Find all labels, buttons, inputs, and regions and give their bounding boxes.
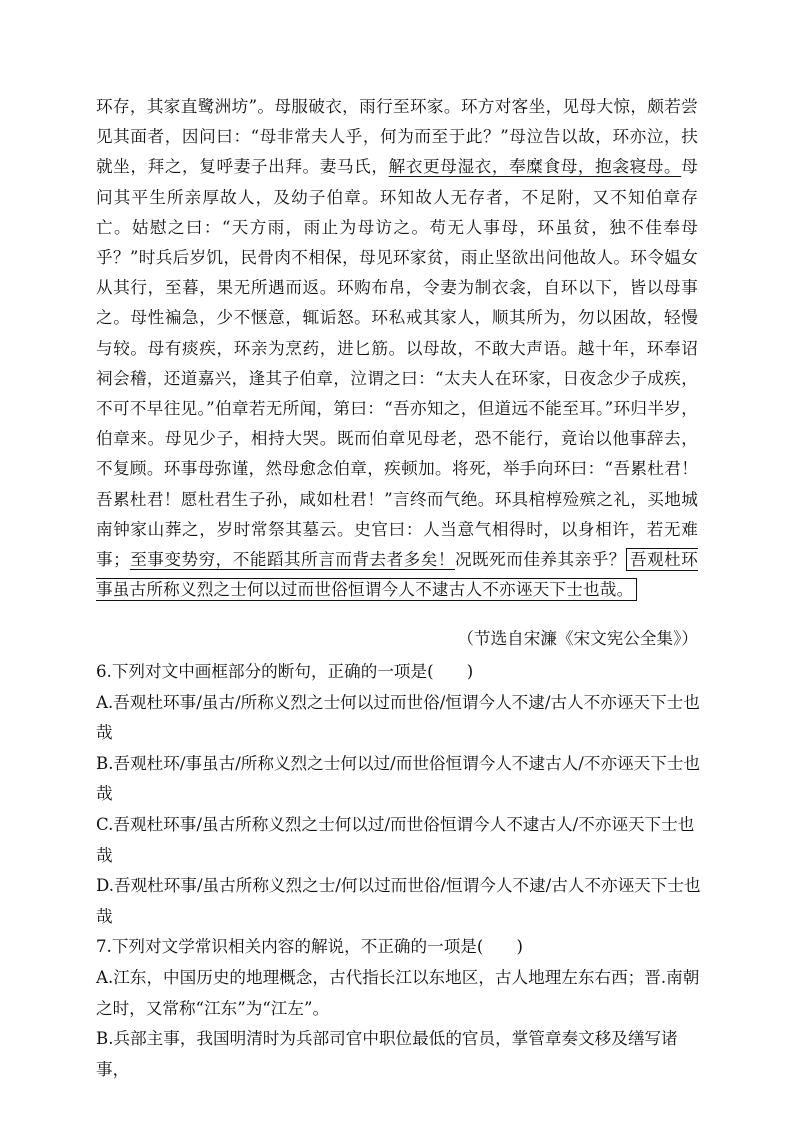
questions-section — [96, 657, 702, 1085]
passage-text — [96, 92, 698, 605]
underlined-sentence: 至事变势穷，不能蹈其所言而背去者多矣！ — [129, 550, 455, 570]
underlined-sentence: 解衣更母湿衣，奉糜食母，抱衾寝母。 — [388, 157, 682, 177]
question-stem: 6.下列对文中画框部分的断句，正确的一项是( ) — [96, 662, 474, 681]
answer-option: B.兵部主事，我国明清时为兵部司官中职位最低的官员，掌管章奏文移及缮写诸事， — [96, 1029, 678, 1079]
passage-segment: 况既死而佳养其亲乎？ — [454, 550, 626, 570]
answer-option: C.吾观杜环事/虽古所称义烈之士何以过/而世俗恒谓今人不逮古人/不亦诬天下士也哉 — [96, 814, 695, 865]
question-stem: 7.下列对文学常识相关内容的解说，不正确的一项是( ) — [96, 937, 524, 957]
source-citation: （节选自宋濂《宋文宪公全集》） — [457, 629, 698, 648]
boxed-sentence: 吾观杜环事虽古所称义烈之士何以过而世俗恒谓今人不逮古人不亦诬天下士也哉。 — [96, 550, 698, 600]
passage-segment: 环存，其家直鹭洲坊”。母服破衣，雨行至环家。环方对客坐，见母大惊，颇若尝见其面者，因问曰：“母非常夫人乎，何为而至于此？”母泣告以故，环亦泣，扶就坐，拜之，复呼妻子出拜。妻马氏， — [96, 97, 698, 177]
passage-segment: 母问其平生所亲厚故人，及幼子伯章。环知故人无存者，不足附，又不知伯章存亡。姑慰之曰：“天方雨，雨止为母访之。苟无人事母，环虽贫，独不佳奉母乎？”时兵后岁饥，民骨肉不相保，母见环家贫，雨止坚欲出问他故人。环令媪女从其行，至暮，果无所遇而返。环购布帛，令妻为制衣衾，自环以下，皆以母事之。母性褊急，少不惬意，辄诟怒。环私戒其家人，顺其所为，勿以困故，轻慢与较。母有痰疾，环亲为烹药，进匕筋。以母故，不敢大声语。越十年，环奉诏祠会稽，还道嘉兴，逢其子伯章，泣谓之曰：“太夫人在环家，日夜念少子成疾，不可不早往见。”伯章若无所闻，第曰：“吾亦知之，但道远不能至耳。”环归半岁，伯章来。母见少子，相持大哭。既而伯章见母老，恐不能行，竟诒以他事辞去，不复顾。环事母弥谨，然母愈念伯章，疾顿加。将死，举手向环曰：“吾累杜君！吾累杜君！愿杜君生子孙，咸如杜君！”言终而气绝。环具棺椁殓殡之礼，买地城南钟家山葬之，岁时常祭其墓云。史官曰：人当意气相得时，以身相许，若无难事； — [96, 157, 699, 570]
answer-option: B.吾观杜环/事虽古/所称义烈之士何以过/而世俗恒谓今人不逮古人/不亦诬天下士也哉 — [96, 753, 701, 804]
answer-option: D.吾观杜环事/虽古所称义烈之士/何以过而世俗/恒谓今人不逮/古人不亦诬天下士也哉 — [96, 876, 701, 926]
passage-paragraph — [96, 92, 698, 605]
answer-option: A.江东，中国历史的地理概念，古代指长江以东地区，古人地理左东右西；晋.南朝之时，又常称“江东”为“江左”。 — [96, 967, 700, 1018]
answer-option: A.吾观杜环事/虽古/所称义烈之士何以过而世俗/恒谓今人不逮/古人不亦诬天下士也哉 — [96, 692, 700, 743]
